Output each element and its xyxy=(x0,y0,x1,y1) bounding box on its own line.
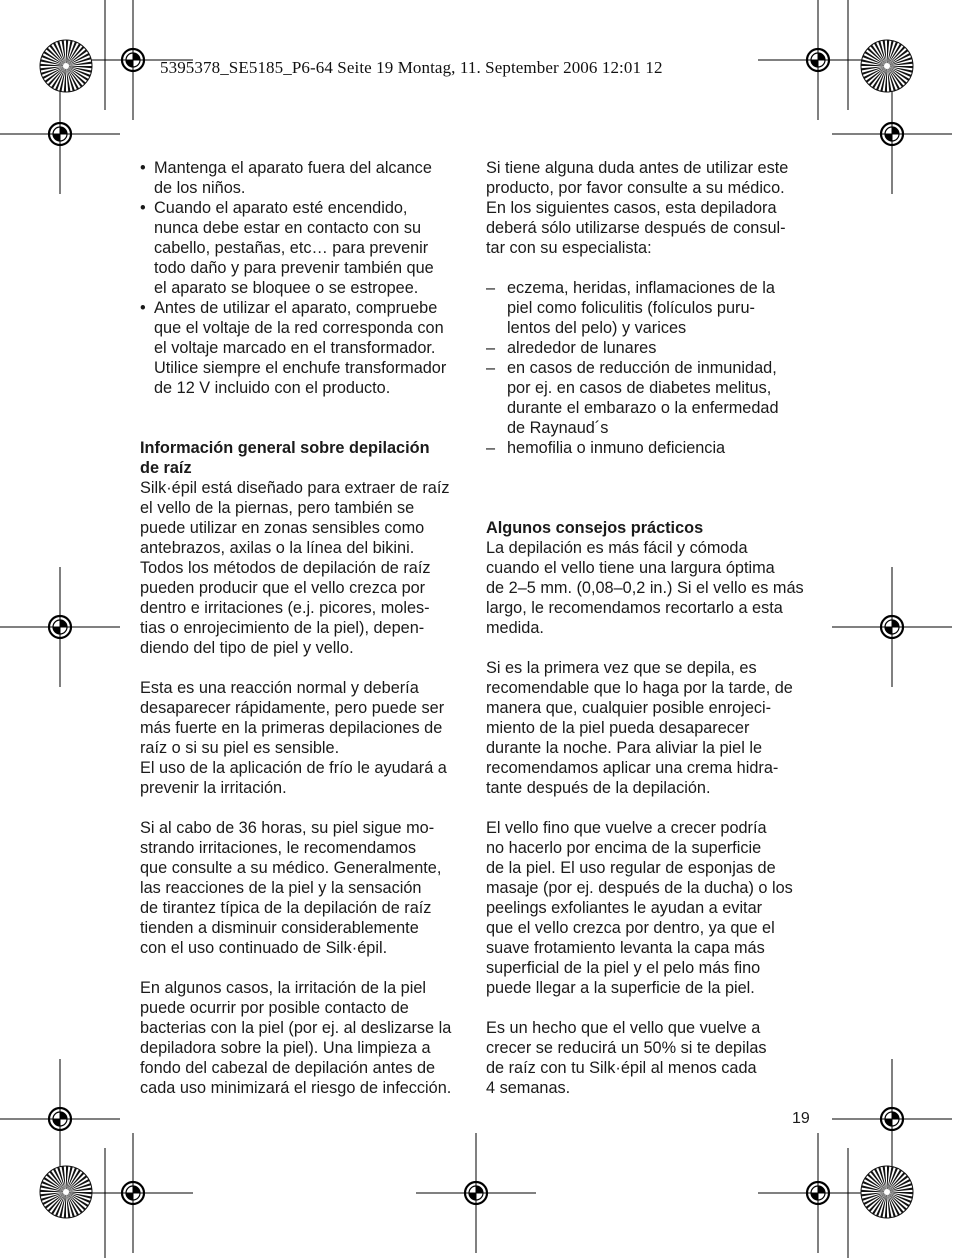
text-line: Si es la primera vez que se depila, es xyxy=(486,659,757,677)
spacer xyxy=(140,398,468,438)
text-line: alrededor de lunares xyxy=(507,339,657,357)
text-line: nunca debe estar en contacto con su xyxy=(154,219,422,237)
color-calibration-star xyxy=(40,1166,92,1218)
section-heading xyxy=(140,438,468,478)
registration-crosshair xyxy=(832,567,952,687)
dash-item xyxy=(486,438,816,458)
text-line: miento de la piel pueda desaparecer xyxy=(486,719,750,737)
text-line: bacterias con la piel (por ej. al deslizarse la xyxy=(140,1019,452,1037)
text-line: La depilación es más fácil y cómoda xyxy=(486,539,748,557)
right-column xyxy=(486,158,816,1098)
section-heading xyxy=(486,518,816,538)
text-line: strando irritaciones, le recomendamos xyxy=(140,839,417,857)
dash-item-marker: – xyxy=(486,279,496,297)
body-paragraph xyxy=(140,818,468,958)
text-line: de Raynaud´s xyxy=(507,419,609,437)
text-line: Información general sobre depilación xyxy=(140,439,430,457)
text-line: Si tiene alguna duda antes de utilizar este xyxy=(486,159,789,177)
text-line: medida. xyxy=(486,619,544,637)
body-paragraph xyxy=(486,538,816,638)
text-line: durante la noche. Para aliviar la piel le xyxy=(486,739,763,757)
text-line: de los niños. xyxy=(154,179,246,197)
text-line: puede utilizar en zonas sensibles como xyxy=(140,519,425,537)
text-line: raíz o si su piel es sensible. xyxy=(140,739,340,757)
spacer xyxy=(140,958,468,978)
text-line: crecer se reducirá un 50% si te depilas xyxy=(486,1039,767,1057)
text-line: hemofilia o inmuno deficiencia xyxy=(507,439,726,457)
text-line: las reacciones de la piel y la sensación xyxy=(140,879,422,897)
body-paragraph xyxy=(140,478,468,658)
text-line: durante el embarazo o la enfermedad xyxy=(507,399,779,417)
text-line: no hacerlo por encima de la superficie xyxy=(486,839,762,857)
text-line: puede llegar a la superficie de la piel. xyxy=(486,979,755,997)
text-line: producto, por favor consulte a su médico. xyxy=(486,179,785,197)
body-paragraph xyxy=(486,818,816,998)
text-line: que el voltaje de la red corresponda con xyxy=(154,319,444,337)
text-line: tias o enrojecimiento de la piel), depen- xyxy=(140,619,425,637)
text-line: el vello de la piernas, pero también se xyxy=(140,499,415,517)
dash-item xyxy=(486,338,816,358)
print-slug-header: 5395378_SE5185_P6-64 Seite 19 Montag, 11. September 2006 12:01 12 xyxy=(160,58,663,77)
text-line: recomendable que lo haga por la tarde, de xyxy=(486,679,793,697)
registration-crosshair xyxy=(0,567,120,687)
dash-item-marker: – xyxy=(486,339,496,357)
text-line: Silk·épil está diseñado para extraer de raíz xyxy=(140,479,450,497)
text-line: que consulte a su médico. Generalmente, xyxy=(140,859,442,877)
text-line: Si al cabo de 36 horas, su piel sigue mo- xyxy=(140,819,435,837)
text-line: Cuando el aparato esté encendido, xyxy=(154,199,408,217)
text-line: Mantenga el aparato fuera del alcance xyxy=(154,159,432,177)
text-line: Utilice siempre el enchufe transformador xyxy=(154,359,447,377)
text-line: que el vello crezca por dentro, ya que el xyxy=(486,919,775,937)
body-paragraph xyxy=(140,678,468,798)
text-line: más fuerte en la primeras depilaciones de xyxy=(140,719,443,737)
registration-crosshair xyxy=(758,1133,878,1253)
text-line: tante después de la depilación. xyxy=(486,779,711,797)
text-line: El uso de la aplicación de frío le ayudará a xyxy=(140,759,447,777)
registration-crosshair xyxy=(0,74,120,194)
bullet-item-marker: • xyxy=(140,299,146,317)
text-line: todo daño y para prevenir también que xyxy=(154,259,434,277)
left-column xyxy=(140,158,468,1098)
dash-item-marker: – xyxy=(486,439,496,457)
bullet-item xyxy=(140,198,468,298)
bullet-item-marker: • xyxy=(140,159,146,177)
text-line: de 2–5 mm. (0,08–0,2 in.) Si el vello es más xyxy=(486,579,804,597)
color-calibration-star xyxy=(861,1166,913,1218)
text-line: En los siguientes casos, esta depiladora xyxy=(486,199,777,217)
text-line: dentro e irritaciones (e.j. picores, moles- xyxy=(140,599,430,617)
text-line: desaparecer rápidamente, pero puede ser xyxy=(140,699,445,717)
text-line: diendo del tipo de piel y vello. xyxy=(140,639,354,657)
spacer xyxy=(140,798,468,818)
text-line: tienden a disminuir considerablemente xyxy=(140,919,419,937)
text-line: pueden producir que el vello crezca por xyxy=(140,579,426,597)
text-line: cabello, pestañas, etc… para prevenir xyxy=(154,239,429,257)
dash-item-marker: – xyxy=(486,359,496,377)
intro-paragraph xyxy=(486,158,816,258)
text-line: el aparato se bloquee o se estropee. xyxy=(154,279,419,297)
text-line: lentos del pelo) y varices xyxy=(507,319,687,337)
text-line: En algunos casos, la irritación de la piel xyxy=(140,979,426,997)
text-line: largo, le recomendamos recortarlo a esta xyxy=(486,599,783,617)
body-paragraph xyxy=(140,978,468,1098)
text-line: 4 semanas. xyxy=(486,1079,571,1097)
text-line: antebrazos, axilas o la línea del bikini. xyxy=(140,539,415,557)
text-line: de 12 V incluido con el producto. xyxy=(154,379,391,397)
text-line: peelings exfoliantes le ayudan a evitar xyxy=(486,899,763,917)
spacer xyxy=(486,798,816,818)
text-line: El vello fino que vuelve a crecer podría xyxy=(486,819,767,837)
text-line: prevenir la irritación. xyxy=(140,779,287,797)
page-number: 19 xyxy=(792,1110,810,1127)
spacer xyxy=(486,258,816,278)
bullet-item-marker: • xyxy=(140,199,146,217)
text-line: por ej. en casos de diabetes melitus, xyxy=(507,379,772,397)
text-line: manera que, cualquier posible enrojeci- xyxy=(486,699,772,717)
text-line: piel como foliculitis (folículos puru- xyxy=(507,299,755,317)
spacer xyxy=(140,658,468,678)
registration-crosshair xyxy=(832,1059,952,1179)
text-line: con el uso continuado de Silk·épil. xyxy=(140,939,388,957)
text-line: puede ocurrir por posible contacto de xyxy=(140,999,409,1017)
text-line: de la piel. El uso regular de esponjas de xyxy=(486,859,776,877)
body-paragraph xyxy=(486,1018,816,1098)
text-line: de tirantez típica de la depilación de raíz xyxy=(140,899,432,917)
dash-item xyxy=(486,278,816,338)
spacer xyxy=(486,458,816,518)
bullet-item xyxy=(140,158,468,198)
text-line: de raíz con tu Silk·épil al menos cada xyxy=(486,1059,757,1077)
text-line: Esta es una reacción normal y debería xyxy=(140,679,419,697)
text-line: eczema, heridas, inflamaciones de la xyxy=(507,279,775,297)
text-line: deberá sólo utilizarse después de consul- xyxy=(486,219,786,237)
text-line: suave frotamiento levanta la capa más xyxy=(486,939,765,957)
text-line: de raíz xyxy=(140,459,192,477)
text-line: fondo del cabezal de depilación antes de xyxy=(140,1059,436,1077)
text-line: depiladora sobre la piel). Una limpieza a xyxy=(140,1039,431,1057)
bullet-item xyxy=(140,298,468,398)
registration-crosshair xyxy=(416,1133,536,1253)
text-line: masaje (por ej. después de la ducha) o los xyxy=(486,879,793,897)
dash-item xyxy=(486,358,816,438)
text-line: Algunos consejos prácticos xyxy=(486,519,704,537)
text-line: cuando el vello tiene una largura óptima xyxy=(486,559,775,577)
registration-crosshair xyxy=(758,0,878,120)
color-calibration-star xyxy=(40,40,92,92)
spacer xyxy=(486,638,816,658)
text-line: cada uso minimizará el riesgo de infección. xyxy=(140,1079,452,1097)
spacer xyxy=(486,998,816,1018)
text-line: Todos los métodos de depilación de raíz xyxy=(140,559,431,577)
text-line: recomendamos aplicar una crema hidra- xyxy=(486,759,779,777)
registration-crosshair xyxy=(0,1059,120,1179)
color-calibration-star xyxy=(861,40,913,92)
text-line: Antes de utilizar el aparato, compruebe xyxy=(154,299,438,317)
text-line: en casos de reducción de inmunidad, xyxy=(507,359,777,377)
text-line: el voltaje marcado en el transformador. xyxy=(154,339,436,357)
text-line: superficial de la piel y el pelo más fino xyxy=(486,959,761,977)
body-paragraph xyxy=(486,658,816,798)
text-line: Es un hecho que el vello que vuelve a xyxy=(486,1019,761,1037)
text-line: tar con su especialista: xyxy=(486,239,652,257)
